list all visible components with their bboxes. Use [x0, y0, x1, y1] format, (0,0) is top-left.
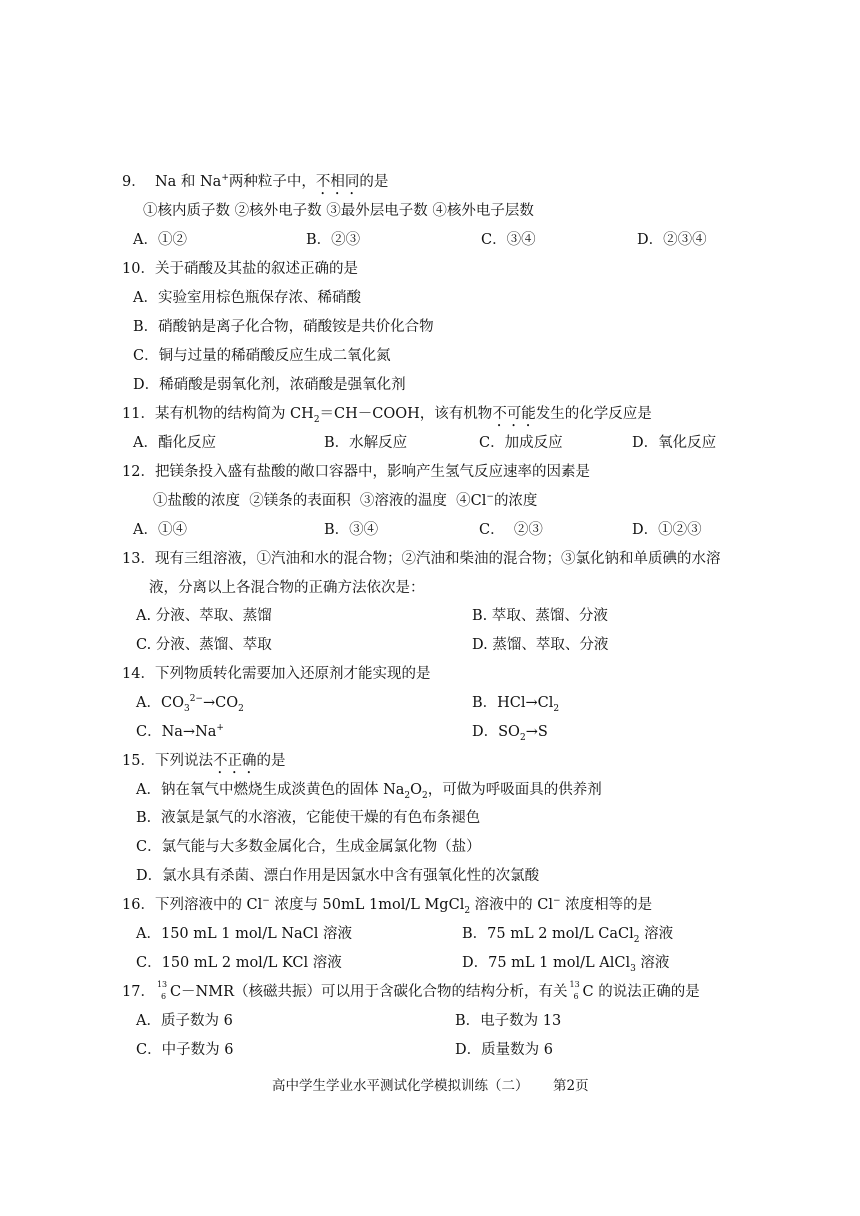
q16-option-a: A．150 mL 1 mol/L NaCl 溶液 — [136, 926, 352, 942]
q9-option-d: D．②③④ — [637, 232, 707, 248]
q10-option-d: D．稀硝酸是弱氧化剂，浓硝酸是强氧化剂 — [133, 377, 406, 393]
q15-option-c: C．氯气能与大多数金属化合，生成金属氯化物（盐） — [136, 839, 481, 855]
q17-option-a: A．质子数为 6 — [136, 1013, 233, 1029]
q9-emphasis: 不相同 — [315, 174, 360, 190]
q11-option-d: D．氧化反应 — [632, 435, 717, 451]
q11-option-a: A．酯化反应 — [133, 435, 216, 451]
q16-option-c: C．150 mL 2 mol/L KCl 溶液 — [136, 955, 342, 971]
q15-stem: 15．下列说法不正确的是 — [122, 753, 286, 769]
q15-emphasis: 不正确 — [212, 753, 257, 769]
q17-option-b: B．电子数为 13 — [455, 1013, 562, 1029]
q16-option-b: B．75 mL 2 mol/L CaCl$_2$ 溶液 — [462, 926, 674, 945]
q17-option-c: C．中子数为 6 — [136, 1042, 234, 1058]
q13-option-c: C. 分液、蒸馏、萃取 — [136, 637, 272, 653]
q12-option-c: C． ②③ — [479, 522, 543, 538]
q11-emphasis: 不可能 — [492, 406, 536, 422]
q9-option-b: B．②③ — [306, 232, 361, 248]
q17-stem: 17． 13 6 C－NMR（核磁共振）可以用于含碳化合物的结构分析，有关 13 6 C 的说法正确的是 — [122, 980, 700, 1001]
carbon-13-nuclide: 13 6 — [569, 980, 580, 1001]
footer-title: 高中学生学业水平测试化学模拟训练（二） — [272, 1078, 529, 1094]
q12-option-a: A．①④ — [133, 522, 187, 538]
q15-option-d: D．氯水具有杀菌、漂白作用是因氯水中含有强氧化性的次氯酸 — [136, 868, 540, 884]
q12-stem: 12．把镁条投入盛有盐酸的敞口容器中，影响产生氢气反应速率的因素是 — [122, 464, 590, 480]
q9-items: ①核内质子数 ②核外电子数 ③最外层电子数 ④核外电子层数 — [143, 203, 534, 219]
q14-option-a: A．$CO_3^{2-}\to CO_2$ — [136, 694, 244, 714]
q12-items: ①盐酸的浓度 ②镁条的表面积 ③溶液的温度 ④Cl−的浓度 — [153, 492, 538, 509]
q11-option-b: B．水解反应 — [324, 435, 408, 451]
q14-stem: 14．下列物质转化需要加入还原剂才能实现的是 — [122, 666, 431, 682]
q9-option-c: C．③④ — [481, 232, 536, 248]
q15-option-a: A．钠在氧气中燃烧生成淡黄色的固体 $Na_2O_2$，可做为呼吸面具的供养剂 — [136, 782, 602, 801]
q13-option-d: D. 蒸馏、萃取、分液 — [472, 637, 609, 653]
q10-option-b: B．硝酸钠是离子化合物，硝酸铵是共价化合物 — [133, 319, 434, 335]
q12-option-d: D．①②③ — [632, 522, 702, 538]
q13-option-a: A. 分液、萃取、蒸馏 — [136, 608, 272, 624]
q12-option-b: B．③④ — [324, 522, 379, 538]
q11-option-c: C．加成反应 — [479, 435, 563, 451]
q14-option-d: D．$SO_2\to S$ — [472, 724, 548, 743]
q9-option-a: A．①② — [133, 232, 187, 248]
q10-option-c: C．铜与过量的稀硝酸反应生成二氧化氮 — [133, 348, 391, 364]
q13-option-b: B. 萃取、蒸馏、分液 — [472, 608, 608, 624]
q14-option-b: B．$HCl\to Cl_2$ — [472, 695, 560, 714]
footer-page-number: 第2页 — [553, 1078, 589, 1094]
q13-stem-line1: 13．现有三组溶液，①汽油和水的混合物；②汽油和柴油的混合物；③氯化钠和单质碘的水溶 — [122, 551, 721, 567]
q11-stem: 11．某有机物的结构简为 $CH_2=CH-COOH$，该有机物不可能发生的化学反应是 — [122, 406, 652, 425]
q14-option-c: C．Na→Na+ — [136, 723, 224, 740]
q17-option-d: D．质量数为 6 — [455, 1042, 553, 1058]
q15-option-b: B．液氯是氯气的水溶液，它能使干燥的有色布条褪色 — [136, 810, 481, 826]
q16-stem: 16．下列溶液中的 Cl− 浓度与 50mL 1mol/L MgCl$_2$ 溶液中的 Cl− 浓度相等的是 — [122, 896, 653, 916]
q10-option-a: A．实验室用棕色瓶保存浓、稀硝酸 — [133, 290, 361, 306]
q9-stem: 9． Na 和 Na+两种粒子中，不相同的是 — [122, 173, 389, 190]
q16-option-d: D．75 mL 1 mol/L AlCl$_3$ 溶液 — [462, 955, 670, 974]
q10-stem: 10．关于硝酸及其盐的叙述正确的是 — [122, 261, 358, 277]
q13-stem-line2: 液，分离以上各混合物的正确方法依次是： — [149, 580, 425, 596]
carbon-13-nuclide: 13 6 — [156, 980, 168, 1001]
